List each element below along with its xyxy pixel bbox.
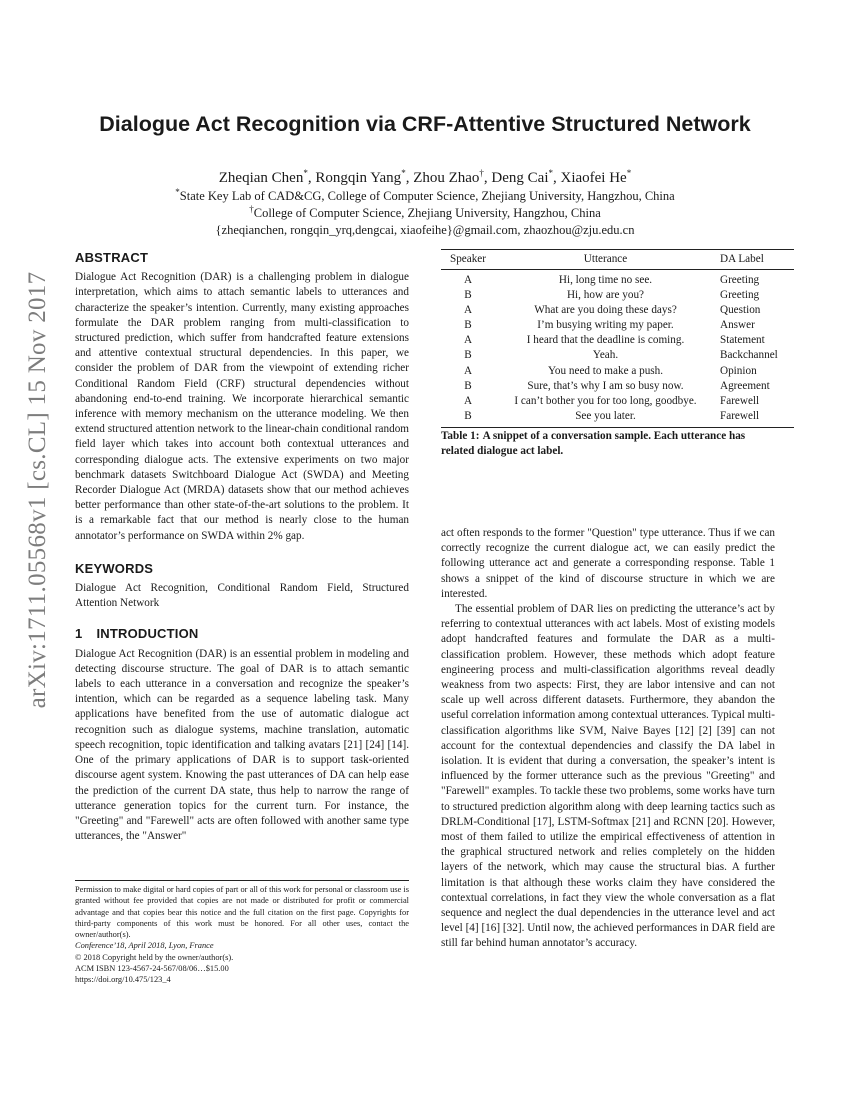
- author-mark: *: [548, 168, 553, 178]
- author-mark: *: [401, 168, 406, 178]
- table-row: [441, 333, 794, 348]
- section-number: 1: [75, 626, 83, 642]
- introduction-text-left: Dialogue Act Recognition (DAR) is an essential problem in modeling and detecting discourse structure. The goal of DAR is to attach semantic labels to each utterance in a conversation and recognize the speaker’s intention, which can be regarded as a sequence labeling task. Many applications have benefited from the use of automatic dialogue act recognition such as dialogue systems, machine translation, automatic speech recognition, topic identification and talking avatars [21] [24] [14]. One of the primary applications of DAR is to support task-oriented discourse agent system. Knowing the past utterances of DA can help ease the prediction of the current DA state, thus help to narrow the range of utterance generation topics for the current turn. For instance, the "Greeting" and "Farewell" acts are often followed with another same type utterances, the "Answer": [75, 647, 409, 843]
- table-cell-utterance: What are you doing these days?: [534, 304, 677, 317]
- introduction-text-right-1: act often responds to the former "Question" type utterance. Thus if we can correctly recognize the current dialogue act, we can easily predict the following utterance act and generate a corresponding response. Table 1 shows a snippet of the kind of discourse structure in which we are interested.: [441, 527, 775, 600]
- table-cell-speaker: A: [463, 304, 473, 317]
- table-cell-label: Greeting: [720, 274, 760, 286]
- table-caption-text: A snippet of a conversation sample. Each utterance has related dialogue act label.: [441, 430, 746, 458]
- table-row: [441, 364, 794, 379]
- keywords-heading: KEYWORDS: [75, 560, 154, 576]
- table-cell-speaker: B: [464, 349, 472, 362]
- table-header-row: [441, 250, 794, 270]
- table-cell-utterance: Hi, long time no see.: [558, 274, 653, 286]
- paper-title: Dialogue Act Recognition via CRF-Attentive Structured Network: [99, 112, 751, 136]
- table-cell-utterance: Hi, how are you?: [566, 289, 645, 302]
- affiliation-2: [40, 203, 810, 221]
- table-cell-speaker: A: [463, 364, 473, 377]
- author-mark: *: [626, 168, 632, 178]
- author-mark: *: [303, 168, 308, 178]
- author-name: Zhou Zhao: [413, 170, 480, 186]
- table-cell-utterance: I heard that the deadline is coming.: [526, 334, 685, 347]
- table-cell-label: Greeting: [720, 289, 760, 302]
- conference-info: Conference’18, April 2018, Lyon, France: [75, 941, 214, 951]
- table-cell-speaker: B: [464, 379, 472, 392]
- arxiv-identifier: [20, 271, 56, 709]
- table-cell-utterance: You need to make a push.: [547, 364, 664, 377]
- introduction-text-right-2: The essential problem of DAR lies on predicting the utterance’s act by referring to contextual utterances with act labels. Most of existing models adopt handcrafted features and formulate the DAR as a multi-classification problem. However, these methods which adopt feature engineering process and multi-classification algorithms reveal deadly weakness from two aspects: First, they are labor intensive and can not scale up well across different datasets. Furthermore, they abandon the useful correlation information among contextual utterances. Typical multi-classification algorithms like SVM, Naive Bayes [12] [2] [39] can not account for the contextual dependencies and classify the DA label in isolation. It is evident that during a conversation, the speaker’s intent is influenced by the former utterance such as the previous "Greeting" and "Farewell" examples. To tackle these two problems, some works have turn to structured prediction algorithm along with deep learning tactics such as DRLM-Conditional [17], LSTM-Softmax [21] and RCNN [20]. However, most of them failed to utilize the empirical effectiveness of attention in the graphical structured network and relies completely on the hidden layers of the network, which may cause the structural bias. A further limitation is that although these works claim they have considered the contextual correlations, in fact they view the whole conversation as a flat sequence and neglect the dual dependencies in the utterance level and act level [4] [16] [32]. Until now, the achieved performances in DAR field are still far behind human annotator’s accuracy.: [441, 603, 775, 950]
- introduction-heading: [75, 626, 409, 641]
- doi-line: https://doi.org/10.475/123_4: [75, 975, 171, 985]
- table-cell-label: Question: [720, 304, 761, 317]
- table-row: [441, 303, 794, 318]
- section-title: INTRODUCTION: [96, 626, 199, 642]
- table-caption: [441, 429, 781, 459]
- table-row: [441, 288, 794, 303]
- table-cell-utterance: I’m busying writing my paper.: [537, 319, 674, 332]
- author-mark: †: [479, 168, 484, 178]
- table-row: [441, 318, 794, 333]
- affiliation-1: [40, 186, 810, 204]
- table-cell-label: Statement: [720, 334, 765, 347]
- author-name: Xiaofei He: [560, 170, 627, 186]
- table-cell-utterance: I can’t bother you for too long, goodbye.: [514, 394, 697, 407]
- author-list: Zheqian Chen*, Rongqin Yang*, Zhou Zhao†, Deng Cai*, Xiaofei He*: [218, 168, 632, 186]
- table-cell-speaker: B: [441, 409, 495, 428]
- left-column: [75, 250, 409, 844]
- abstract-heading: ABSTRACT: [75, 250, 149, 265]
- table-cell-utterance: Yeah.: [592, 349, 619, 362]
- table-cell-label: Backchannel: [720, 349, 778, 362]
- right-column: [441, 526, 775, 952]
- affiliation-text: College of Computer Science, Zhejiang University, Hangzhou, China: [253, 206, 601, 220]
- table-cell-speaker: A: [463, 274, 473, 286]
- table-row: [441, 379, 794, 394]
- dialogue-table: [441, 249, 794, 428]
- table-cell-label: Answer: [720, 319, 755, 332]
- author-name: Rongqin Yang: [315, 170, 402, 186]
- abstract-text: Dialogue Act Recognition (DAR) is a challenging problem in dialogue interpretation, which aims to attach semantic labels to utterances and characterize the speaker’s intention. Currently, many existing approaches formulate the DAR problem ranging from multi-classification to structured prediction, which suffer from handcrafted feature extensions and attentive contextual structural dependencies. In this paper, we consider the problem of DAR from the viewpoint of extending richer Conditional Random Field (CRF) structural dependencies without abandoning end-to-end training. We incorporate hierarchical semantic inference with memory mechanism on the utterance modeling. We then extend structured attention network to the linear-chain conditional random field layer which takes into account both contextual utterances and corresponding dialogue acts. The extensive experiments on two major benchmark datasets Switchboard Dialogue Act (SWDA) and Meeting Recorder Dialogue Act (MRDA) datasets show that our method achieves better performance than other state-of-the-art solutions to the problem. It is a remarkable fact that our method is nearly close to the human annotator’s performance on SWDA within 2% gap.: [75, 271, 409, 542]
- table-cell-speaker: A: [463, 394, 473, 407]
- copyright-footnote: [75, 880, 409, 986]
- table-header-label: DA Label: [716, 250, 794, 270]
- copyright-line: © 2018 Copyright held by the owner/author(s).: [75, 952, 234, 962]
- table-cell-speaker: B: [464, 289, 472, 302]
- table-header-speaker: Speaker: [441, 250, 495, 270]
- affiliation-mark: †: [249, 203, 254, 214]
- table-row: [441, 270, 794, 289]
- table-cell-speaker: B: [464, 319, 472, 332]
- author-name: Zheqian Chen: [218, 170, 304, 186]
- table-cell-utterance: See you later.: [495, 409, 716, 428]
- table-row: [441, 394, 794, 409]
- table-cell-utterance: Sure, that’s why I am so busy now.: [527, 379, 684, 392]
- table-cell-label: Opinion: [720, 364, 757, 377]
- affiliation-mark: *: [175, 186, 180, 197]
- author-name: Deng Cai: [491, 170, 549, 186]
- table-row: [441, 348, 794, 363]
- table-cell-speaker: A: [463, 334, 473, 347]
- affiliation-text: State Key Lab of CAD&CG, College of Computer Science, Zhejiang University, Hangzhou, China: [179, 189, 675, 203]
- isbn-line: ACM ISBN 123-4567-24-567/08/06…$15.00: [75, 964, 229, 974]
- author-emails: {zheqianchen, rongqin_yrq,dengcai, xiaofeihe}@gmail.com, zhaozhou@zju.edu.cn: [215, 223, 635, 237]
- table-caption-label: Table 1:: [441, 430, 480, 442]
- table-header-utterance: Utterance: [495, 250, 716, 270]
- table-cell-label: Farewell: [720, 394, 760, 407]
- keywords-text: Dialogue Act Recognition, Conditional Random Field, Structured Attention Network: [75, 582, 409, 610]
- permission-notice: Permission to make digital or hard copies of part or all of this work for personal or classroom use is granted without fee provided that copies are not made or distributed for profit or commercial advantage and that copies bear this notice and the full citation on the first page. Copyrights for third-party components of this work must be honored. For all other uses, contact the owner/author(s).: [75, 885, 409, 940]
- table-row: [441, 409, 794, 428]
- arxiv-identifier-text: arXiv:1711.05568v1 [cs.CL] 15 Nov 2017: [24, 271, 51, 709]
- table-cell-label: Agreement: [720, 379, 770, 392]
- table-cell-label: Farewell: [716, 409, 794, 428]
